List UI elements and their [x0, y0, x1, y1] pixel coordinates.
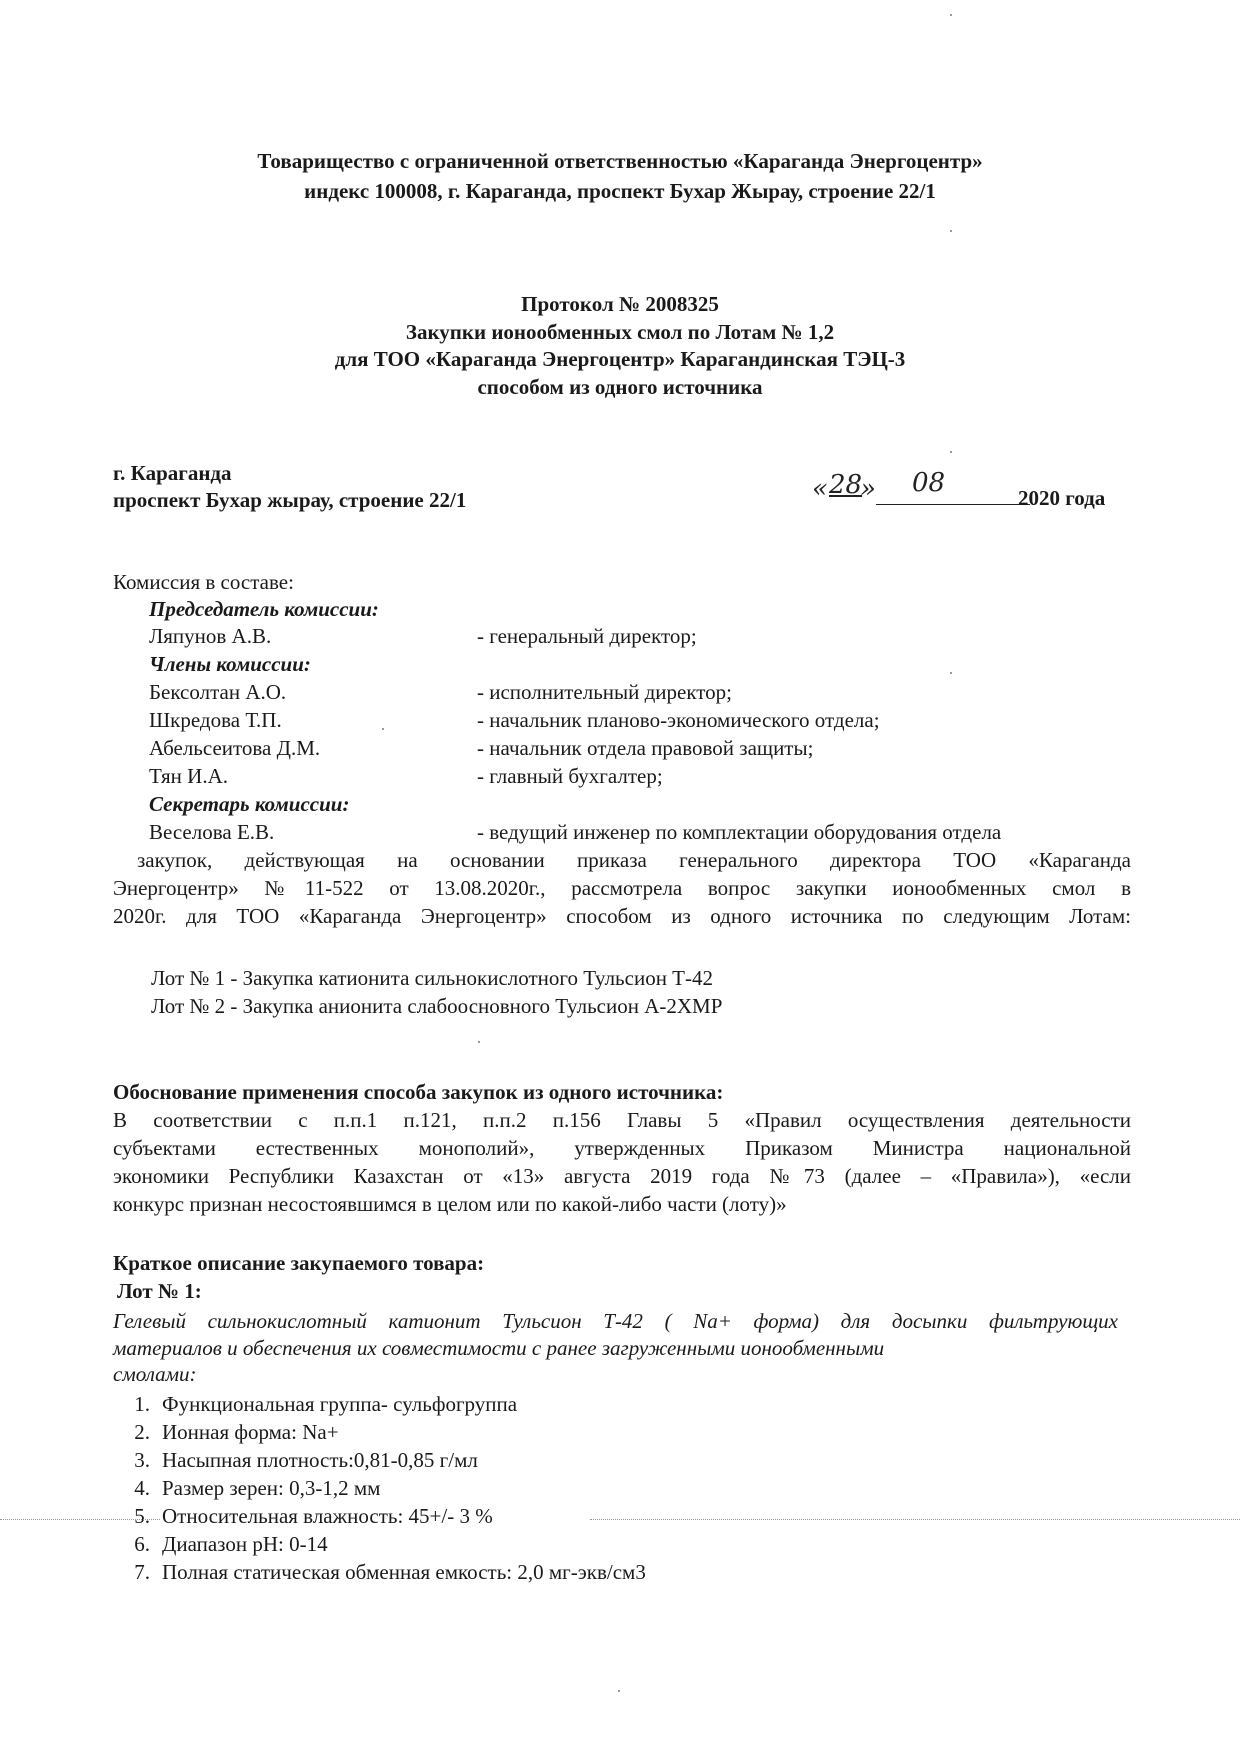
secretary-heading: Секретарь комиссии: — [149, 792, 350, 816]
scan-speck — [950, 230, 952, 232]
spec-list-item — [116, 1392, 517, 1417]
scan-speck — [382, 728, 384, 730]
chair-heading: Председатель комиссии: — [149, 597, 379, 621]
secretary-role: - ведущий инженер по комплектации оборудования отдела — [477, 820, 1002, 844]
scan-speck — [618, 1690, 620, 1692]
spec-number: 7. — [134, 1560, 150, 1584]
spec-number: 4. — [134, 1476, 150, 1500]
place-address: проспект Бухар жырау, строение 22/1 — [113, 488, 467, 512]
spec-number: 2. — [134, 1420, 150, 1444]
protocol-subject: Закупки ионообменных смол по Лотам № 1,2 — [405, 320, 835, 344]
date-month-underline — [876, 504, 1030, 505]
lot-item: Лот № 1 - Закупка катионита сильнокислотного Тульсион Т-42 — [151, 966, 714, 990]
date-month: 08 — [912, 468, 946, 498]
spec-list-item — [116, 1504, 493, 1529]
date-year: 2020 года — [1018, 486, 1106, 510]
product-description-line: материалов и обеспечения их совместимости с ранее загруженными ионообменными — [113, 1336, 885, 1360]
protocol-date — [812, 468, 1124, 514]
member-role: - начальник планово-экономического отдела; — [477, 708, 880, 732]
scan-speck — [478, 1041, 480, 1043]
date-day-open-quote: « — [812, 474, 828, 504]
justification-text-line: В соответствии с п.п.1 п.121, п.п.2 п.156 Главы 5 «Правил осуществления деятельности — [113, 1108, 1131, 1132]
product-description-line: Гелевый сильнокислотный катионит Тульсион Т-42 ( Na+ форма) для досыпки фильтрующих — [113, 1309, 1118, 1333]
member-name: Абельсеитова Д.М. — [149, 736, 321, 760]
justification-text-line: конкурс признан несостоявшимся в целом или по какой-либо части (лоту)» — [113, 1192, 787, 1216]
spec-number: 6. — [134, 1532, 150, 1556]
spec-number: 1. — [134, 1392, 150, 1416]
organization-name: Товарищество с ограниченной ответственностью «Караганда Энергоцентр» — [257, 149, 983, 173]
date-day-close-quote: » — [860, 474, 876, 504]
commission-text-line: закупок, действующая на основании приказа генерального директора ТОО «Караганда — [137, 848, 1131, 872]
spec-number: 5. — [134, 1504, 150, 1528]
chair-role: - генеральный директор; — [477, 624, 697, 648]
member-name: Шкредова Т.П. — [149, 708, 282, 732]
scan-speck — [950, 451, 952, 453]
spec-list-item — [116, 1448, 478, 1473]
spec-text: Диапазон pH: 0-14 — [162, 1532, 328, 1556]
spec-number: 3. — [134, 1448, 150, 1472]
member-role: - исполнительный директор; — [477, 680, 733, 704]
commission-text-line: 2020г. для ТОО «Караганда Энергоцентр» способом из одного источника по следующим Лотам: — [113, 904, 1131, 928]
scan-speck — [950, 672, 952, 674]
spec-text: Насыпная плотность:0,81-0,85 г/мл — [162, 1448, 478, 1472]
description-heading: Краткое описание закупаемого товара: — [113, 1251, 485, 1275]
product-description-line: смолами: — [113, 1362, 197, 1386]
scan-noise-line — [590, 1519, 1240, 1520]
protocol-number: Протокол № 2008325 — [521, 292, 719, 316]
secretary-name: Веселова Е.В. — [149, 820, 275, 844]
members-heading: Члены комиссии: — [149, 652, 311, 676]
member-name: Тян И.А. — [149, 764, 229, 788]
spec-list-item — [116, 1560, 646, 1585]
member-name: Бексолтан А.О. — [149, 680, 287, 704]
spec-list-item — [116, 1476, 380, 1501]
protocol-method: способом из одного источника — [477, 375, 763, 399]
spec-text: Функциональная группа- сульфогруппа — [162, 1392, 518, 1416]
member-role: - начальник отдела правовой защиты; — [477, 736, 814, 760]
member-role: - главный бухгалтер; — [477, 764, 663, 788]
lot-heading: Лот № 1: — [117, 1279, 202, 1303]
scan-noise-line — [0, 1519, 160, 1520]
justification-heading: Обоснование применения способа закупок из одного источника: — [113, 1080, 724, 1104]
lot-item: Лот № 2 - Закупка анионита слабоосновного Тульсион А-2ХМР — [151, 994, 723, 1018]
commission-intro: Комиссия в составе: — [113, 570, 294, 594]
spec-text: Относительная влажность: 45+/- 3 % — [162, 1504, 493, 1528]
spec-list-item — [116, 1532, 328, 1557]
justification-text-line: экономики Республики Казахстан от «13» августа 2019 года №73 (далее – «Правила»), «если — [113, 1164, 1131, 1188]
spec-text: Размер зерен: 0,3-1,2 мм — [162, 1476, 381, 1500]
spec-text: Полная статическая обменная емкость: 2,0 мг-экв/см3 — [162, 1560, 646, 1584]
commission-text-line: Энергоцентр» №11-522 от 13.08.2020г., рассмотрела вопрос закупки ионообменных смол в — [113, 876, 1131, 900]
organization-address: индекс 100008, г. Караганда, проспект Бухар Жырау, строение 22/1 — [304, 179, 936, 203]
chair-name: Ляпунов А.В. — [149, 624, 272, 648]
scan-speck — [950, 14, 952, 16]
spec-text: Ионная форма: Na+ — [162, 1420, 339, 1444]
justification-text-line: субъектами естественных монополий», утвержденных Приказом Министра национальной — [113, 1136, 1131, 1160]
place-city: г. Караганда — [113, 461, 232, 485]
protocol-customer: для ТОО «Караганда Энергоцентр» Карагандинская ТЭЦ-3 — [334, 347, 906, 371]
date-day: 28 — [829, 470, 863, 500]
spec-list-item — [116, 1420, 339, 1445]
